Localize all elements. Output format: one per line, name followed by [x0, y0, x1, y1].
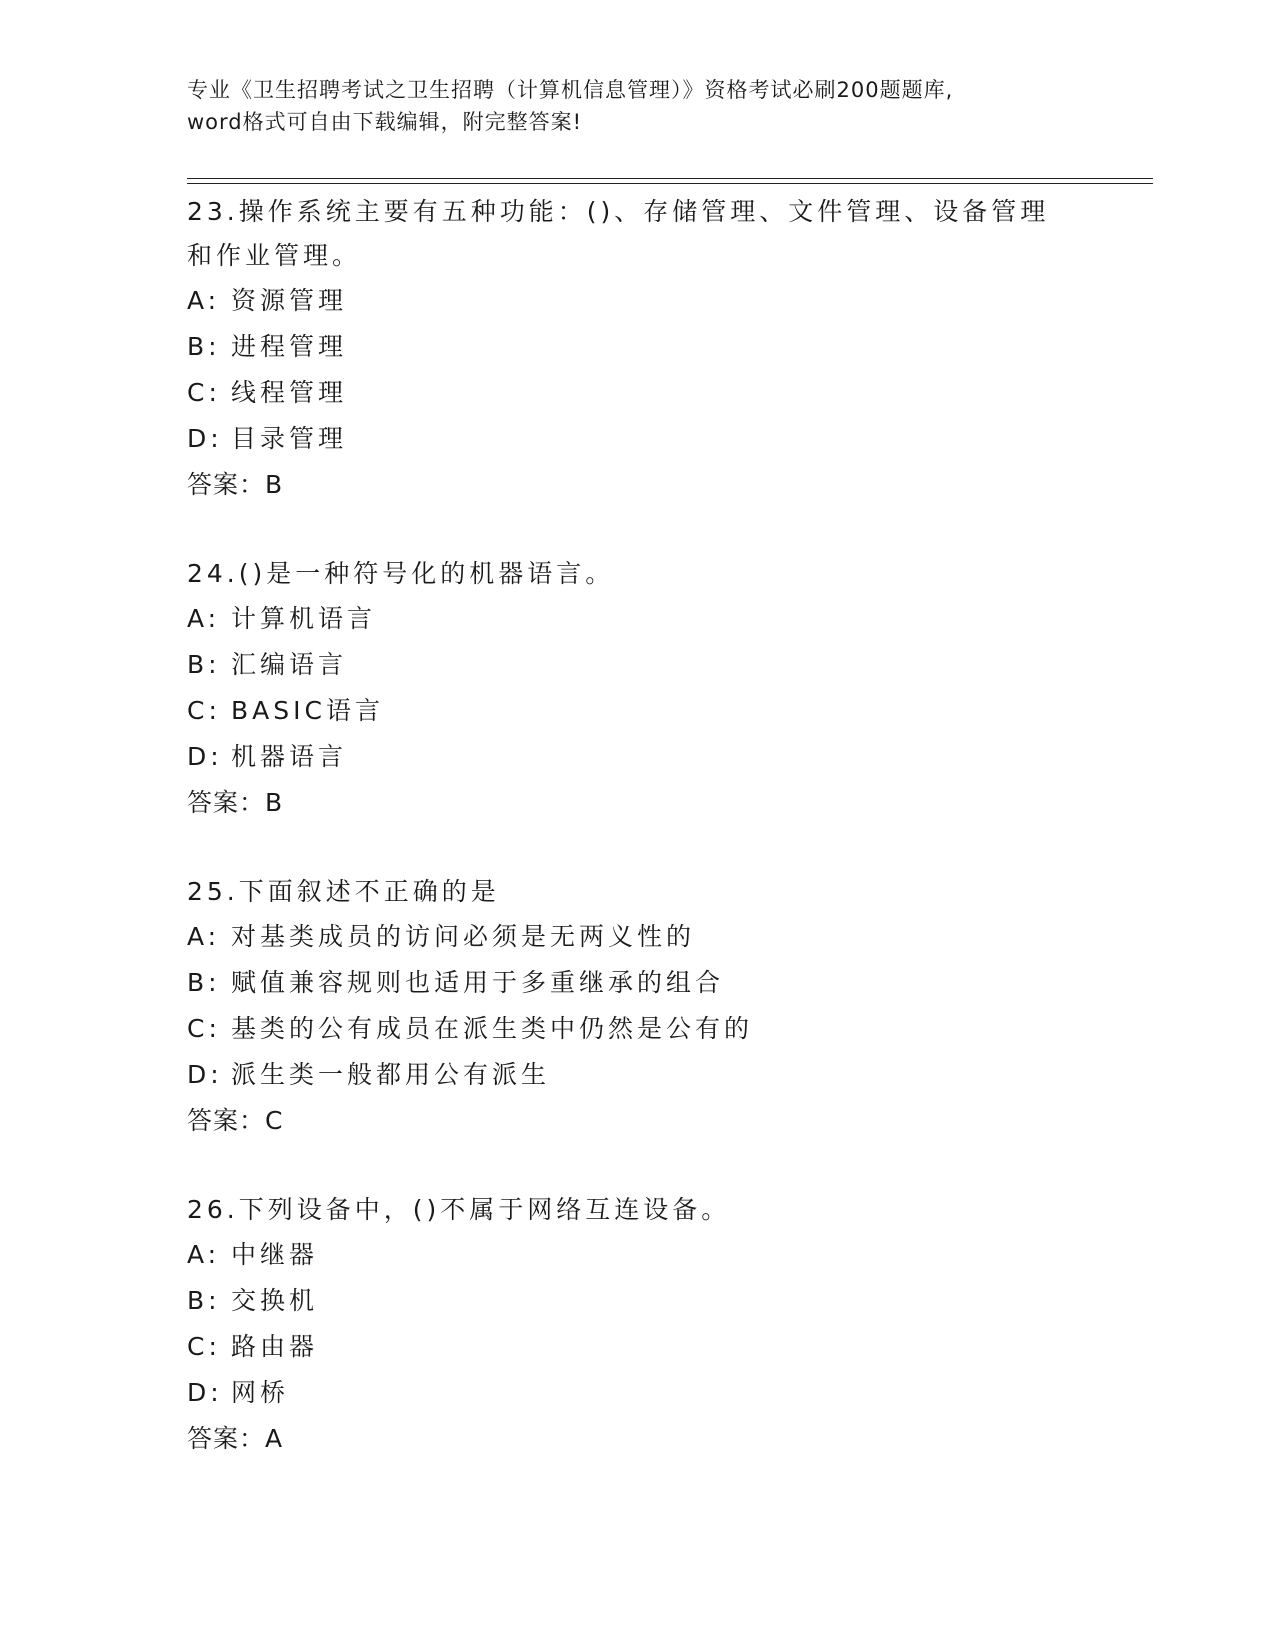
question-option [187, 416, 1107, 462]
option-letter: B: [187, 968, 221, 997]
question-stem: 25.下面叙述不正确的是 [187, 877, 500, 906]
option-text: 派生类一般都用公有派生 [231, 1060, 551, 1089]
question-option [187, 914, 1107, 960]
question-option [187, 960, 1107, 1006]
option-letter: D: [187, 424, 223, 453]
question-option [187, 1278, 1107, 1324]
option-text: 机器语言 [231, 742, 348, 771]
header-title-line: 专业《卫生招聘考试之卫生招聘（计算机信息管理）》资格考试必刷200题题库, [187, 78, 954, 102]
option-letter: C: [187, 696, 221, 725]
option-letter: C: [187, 1332, 221, 1361]
document-header [187, 74, 1087, 138]
option-text: 线程管理 [231, 378, 348, 407]
option-text: 赋值兼容规则也适用于多重继承的组合 [231, 968, 725, 997]
question-item [187, 552, 1107, 826]
question-option [187, 596, 1107, 642]
option-letter: A: [187, 922, 221, 951]
question-option [187, 324, 1107, 370]
question-option [187, 734, 1107, 780]
option-letter: C: [187, 1014, 221, 1043]
option-letter: B: [187, 650, 221, 679]
option-text: 对基类成员的访问必须是无两义性的 [231, 922, 696, 951]
option-letter: D: [187, 1060, 223, 1089]
answer-value: B [265, 788, 283, 817]
option-text: BASIC语言 [231, 696, 384, 725]
answer-value: B [265, 470, 283, 499]
option-letter: A: [187, 604, 221, 633]
option-letter: D: [187, 742, 223, 771]
option-letter: A: [187, 1240, 221, 1269]
option-text: 基类的公有成员在派生类中仍然是公有的 [231, 1014, 754, 1043]
question-answer [187, 462, 1107, 508]
option-text: 汇编语言 [231, 650, 348, 679]
question-stem: 26.下列设备中，()不属于网络互连设备。 [187, 1195, 731, 1224]
option-text: 中继器 [231, 1240, 319, 1269]
header-divider-bottom [187, 183, 1153, 184]
question-answer [187, 780, 1107, 826]
question-option [187, 688, 1107, 734]
option-text: 网桥 [231, 1378, 290, 1407]
option-text: 计算机语言 [231, 604, 377, 633]
question-option [187, 1370, 1107, 1416]
answer-label: 答案： [187, 1106, 266, 1135]
question-option [187, 642, 1107, 688]
question-item [187, 1188, 1107, 1462]
question-option [187, 370, 1107, 416]
question-option [187, 1232, 1107, 1278]
option-text: 交换机 [231, 1286, 319, 1315]
option-letter: A: [187, 286, 221, 315]
header-divider-top [187, 178, 1153, 179]
header-subtitle-line: word格式可自由下载编辑，附完整答案! [187, 110, 583, 134]
question-stem: 24.()是一种符号化的机器语言。 [187, 559, 615, 588]
question-stem: 23.操作系统主要有五种功能：()、存储管理、文件管理、设备管理和作业管理。 [187, 197, 1050, 270]
question-answer [187, 1416, 1107, 1462]
question-answer [187, 1098, 1107, 1144]
option-letter: B: [187, 1286, 221, 1315]
question-item [187, 870, 1107, 1144]
option-text: 目录管理 [231, 424, 348, 453]
option-letter: D: [187, 1378, 223, 1407]
option-text: 路由器 [231, 1332, 319, 1361]
answer-value: A [265, 1424, 283, 1453]
answer-label: 答案： [187, 1424, 266, 1453]
question-item [187, 190, 1107, 508]
answer-label: 答案： [187, 788, 266, 817]
option-letter: C: [187, 378, 221, 407]
question-option [187, 1052, 1107, 1098]
option-text: 进程管理 [231, 332, 348, 361]
option-letter: B: [187, 332, 221, 361]
question-list [187, 190, 1107, 1506]
option-text: 资源管理 [231, 286, 348, 315]
question-option [187, 1006, 1107, 1052]
answer-label: 答案： [187, 470, 266, 499]
question-option [187, 278, 1107, 324]
question-option [187, 1324, 1107, 1370]
answer-value: C [265, 1106, 283, 1135]
